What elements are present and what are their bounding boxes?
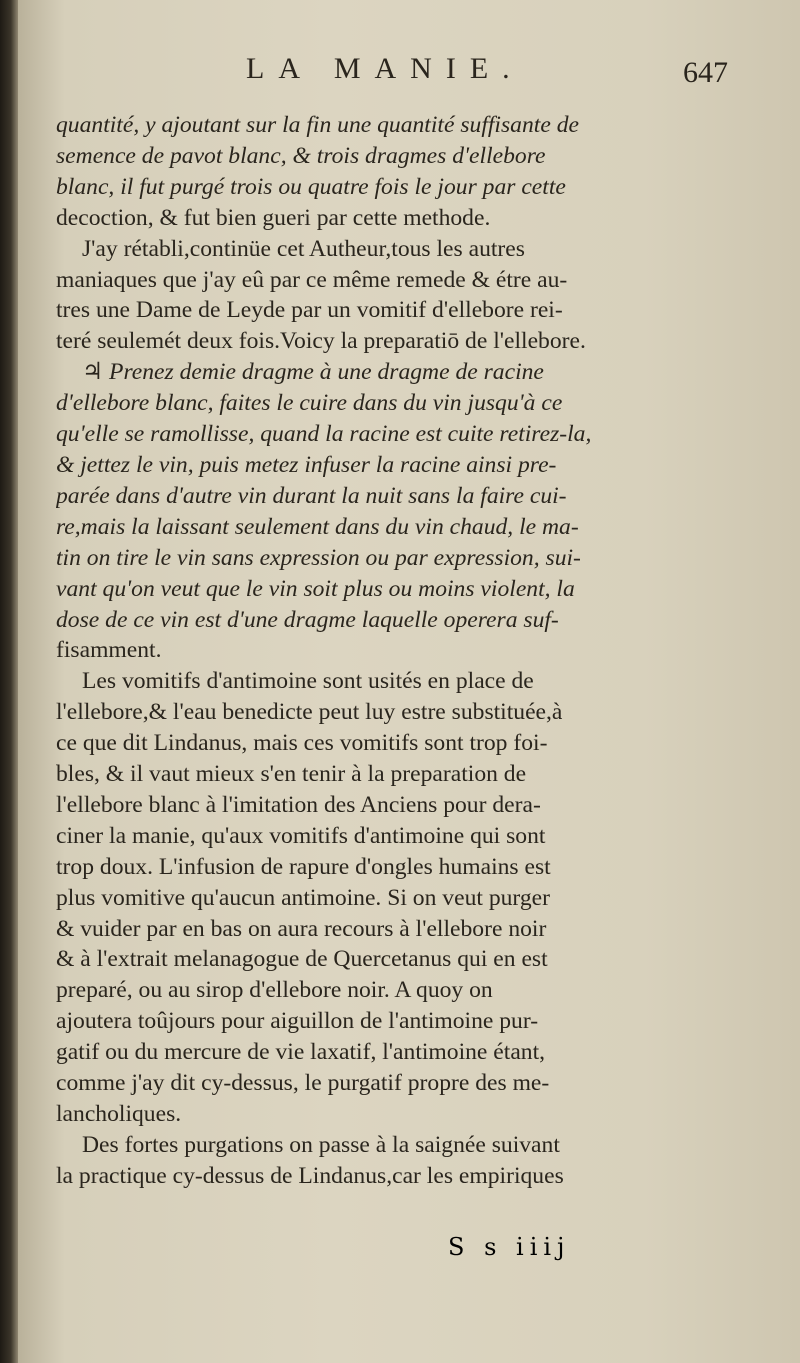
text-line: plus vomitive qu'aucun antimoine. Si on veut purger — [56, 884, 550, 911]
page-number: 647 — [683, 56, 728, 89]
book-page — [18, 0, 800, 1363]
text-line: qu'elle se ramollisse, quand la racine est cuite retirez-la, — [56, 421, 592, 448]
text-line: ajoutera toûjours pour aiguillon de l'antimoine pur- — [56, 1008, 539, 1035]
text-line: Des fortes purgations on passe à la saignée suivant — [82, 1131, 560, 1158]
text-line: lancholiques. — [56, 1101, 182, 1127]
body-text — [56, 110, 774, 1192]
text-line: & à l'extrait melanagogue de Quercetanus qui en est — [56, 946, 548, 973]
text-line: decoction, & fut bien gueri par cette methode. — [56, 204, 491, 231]
text-line: & vuider par en bas on aura recours à l'ellebore noir — [56, 915, 547, 942]
text-line: ce que dit Lindanus, mais ces vomitifs sont trop foi- — [56, 730, 548, 757]
text-line: bles, & il vaut mieux s'en tenir à la preparation de — [56, 761, 527, 788]
text-line: gatif ou du mercure de vie laxatif, l'antimoine étant, — [56, 1039, 546, 1066]
page-header — [56, 52, 774, 110]
text-line: Les vomitifs d'antimoine sont usités en place de — [82, 668, 534, 695]
text-line: semence de pavot blanc, & trois dragmes d'ellebore — [56, 142, 546, 169]
text-line: & jettez le vin, puis metez infuser la racine ainsi pre- — [56, 451, 557, 478]
text-line: maniaques que j'ay eû par ce même remede & étre au- — [56, 266, 568, 293]
text-line: l'ellebore,& l'eau benedicte peut luy estre substituée,à — [56, 699, 563, 726]
text-line: comme j'ay dit cy-dessus, le purgatif propre des me- — [56, 1070, 550, 1097]
text-line: parée dans d'autre vin durant la nuit sans la faire cui- — [56, 482, 567, 509]
text-line: tin on tire le vin sans expression ou par expression, sui- — [56, 544, 581, 571]
text-line: blanc, il fut purgé trois ou quatre fois le jour par cette — [56, 173, 566, 200]
text-line: l'ellebore blanc à l'imitation des Anciens pour dera- — [56, 791, 541, 818]
running-head: LA MANIE. — [246, 52, 524, 85]
text-line: teré seulemét deux fois.Voicy la preparatiō de l'ellebore. — [56, 328, 586, 355]
text-line: fisamment. — [56, 637, 162, 664]
text-line: preparé, ou au sirop d'ellebore noir. A quoy on — [56, 977, 493, 1004]
text-line: re,mais la laissant seulement dans du vin chaud, le ma- — [56, 513, 579, 540]
book-binding — [0, 0, 18, 1363]
text-line: d'ellebore blanc, faites le cuire dans du vin jusqu'à ce — [56, 390, 563, 417]
text-line: ciner la manie, qu'aux vomitifs d'antimoine qui sont — [56, 822, 546, 849]
text-line: trop doux. L'infusion de rapure d'ongles humains est — [56, 853, 551, 880]
text-line: vant qu'on veut que le vin soit plus ou moins violent, la — [56, 575, 575, 602]
signature-mark: S s iiij — [448, 1233, 571, 1261]
text-line: J'ay rétabli,continüe cet Autheur,tous les autres — [82, 235, 525, 262]
text-line: ♃ Prenez demie dragme à une dragme de racine — [82, 359, 544, 386]
text-line: la practique cy-dessus de Lindanus,car les empiriques — [56, 1162, 564, 1189]
text-line: tres une Dame de Leyde par un vomitif d'ellebore rei- — [56, 297, 563, 324]
text-line: quantité, y ajoutant sur la fin une quantité suffisante de — [56, 112, 579, 138]
page-content — [56, 52, 774, 1192]
text-line: dose de ce vin est d'une dragme laquelle operera suf- — [56, 606, 559, 633]
